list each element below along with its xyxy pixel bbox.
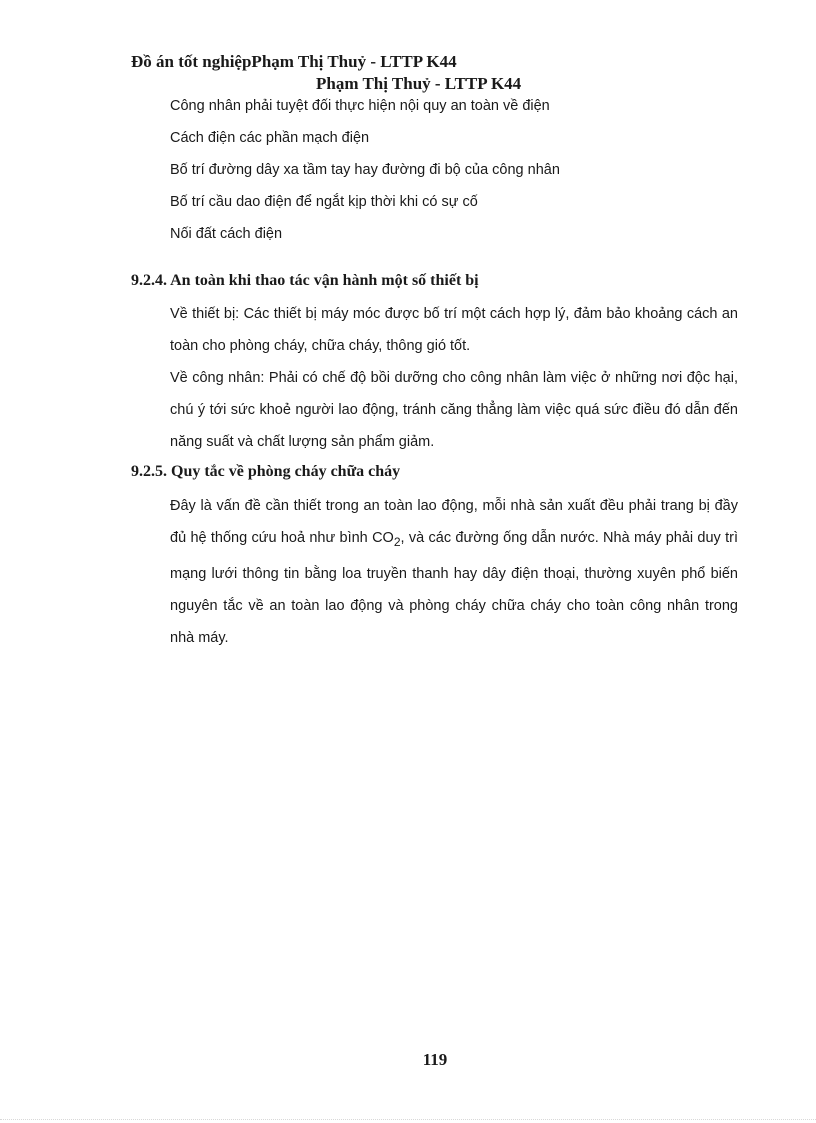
list-item: Công nhân phải tuyệt đối thực hiện nội quy an toàn về điện bbox=[170, 98, 550, 114]
paragraph-workers: Về công nhân: Phải có chế độ bồi dưỡng cho công nhân làm việc ở những nơi độc hại, chú ý tới sức khoẻ người lao động, tránh căng thẳng làm việc quá sức điều đó dẫn đến năng suất và chất lượng sản phẩm giảm. bbox=[170, 370, 738, 450]
fire-safety-text-start: Đây là vấn đề cần thiết trong an toàn lao động, mỗi nhà sản xuất đều phải trang bị đầy đủ hệ thống cứu hoả như bình bbox=[170, 498, 738, 546]
list-item: Bố trí đường dây xa tầm tay hay đường đi bộ của công nhân bbox=[170, 162, 560, 178]
list-item: Nối đất cách điện bbox=[170, 226, 283, 242]
document-header-author: Phạm Thị Thuỷ - LTTP K44 bbox=[316, 74, 522, 93]
list-item: Cách điện các phần mạch điện bbox=[170, 130, 370, 146]
formula-co2 bbox=[372, 530, 401, 549]
electrical-safety-list bbox=[170, 93, 560, 253]
section-heading-9-2-5: 9.2.5. Quy tắc về phòng cháy chữa cháy bbox=[131, 463, 401, 480]
section-heading-9-2-4: 9.2.4. An toàn khi thao tác vận hành một số thiết bị bbox=[131, 272, 479, 289]
list-item: Bố trí cầu dao điện để ngắt kịp thời khi có sự cố bbox=[170, 194, 478, 210]
document-header-title: Đồ án tốt nghiệpPhạm Thị Thuỷ - LTTP K44 bbox=[131, 52, 457, 71]
paragraph-fire-safety bbox=[170, 490, 738, 654]
formula-base: CO bbox=[372, 530, 394, 546]
formula-subscript: 2 bbox=[393, 534, 401, 549]
page-number: 119 bbox=[422, 1050, 448, 1069]
fire-safety-text-end: , và các đường ống dẫn nước. Nhà máy phải duy trì mạng lưới thông tin bằng loa truyền thanh hay dây điện thoại, thường xuyên phổ biến nguyên tắc về an toàn lao động và phòng cháy chữa cháy cho toàn công nhân trong nhà máy. bbox=[170, 530, 739, 646]
page-bottom-divider bbox=[0, 1119, 816, 1120]
paragraph-equipment: Về thiết bị: Các thiết bị máy móc được bố trí một cách hợp lý, đảm bảo khoảng cách an toàn cho phòng cháy, chữa cháy, thông gió tốt. bbox=[170, 306, 738, 354]
